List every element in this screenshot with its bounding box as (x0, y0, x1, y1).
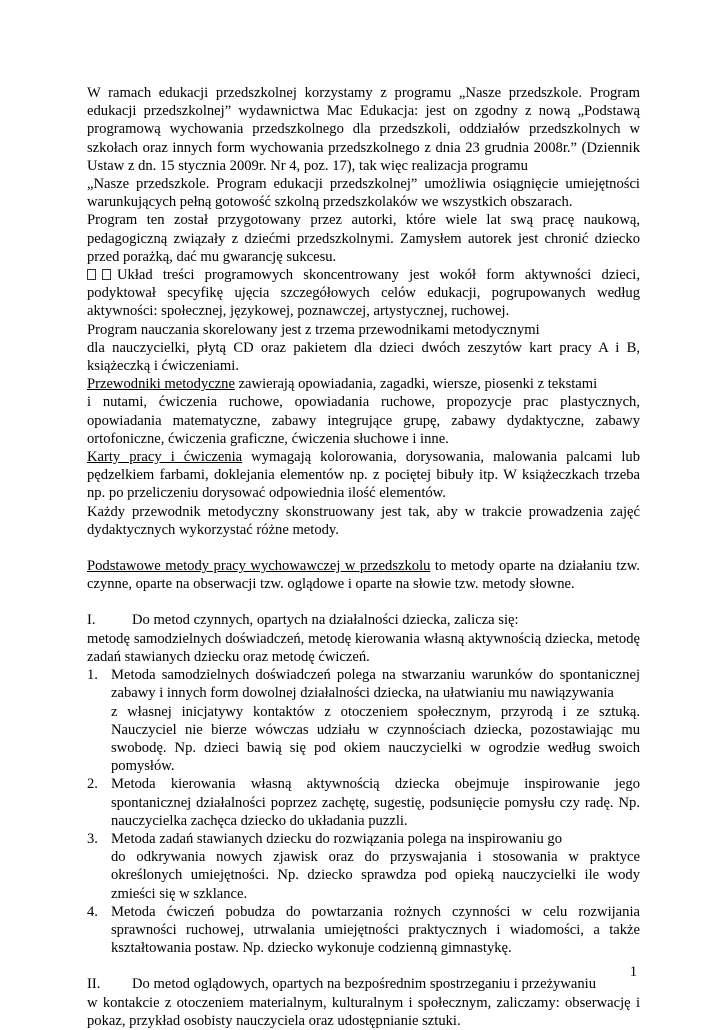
paragraph-content-layout-text: Układ treści programowych skoncentrowany jest wokół form aktywności dzieci, podyktował specyfikę ujęcia szczegółowych celów edukacji, pogrupowanych według aktywności: społecznej, językowej, poznawczej, artystycznej, ruchowej. (87, 267, 640, 320)
paragraph-guide-structure: Każdy przewodnik metodyczny skonstruowany jest tak, aby w trakcie prowadzenia zajęć dydaktycznych wykorzystać różne metody. (87, 503, 640, 538)
paragraph-correlation: Program nauczania skorelowany jest z trzema przewodnikami metodycznymi (87, 321, 540, 338)
document-body (87, 84, 640, 1030)
section-title: Do metod oglądowych, opartych na bezpośrednim spostrzeganiu i przeżywaniu (132, 976, 597, 993)
worksheets-heading: Karty pracy i ćwiczenia (87, 449, 243, 466)
section-heading-observational-methods (87, 975, 640, 993)
list-item-text: Metoda kierowania własną aktywnością dziecka obejmuje inspirowanie jego spontanicznej działalności poprzez zachętę, sugestię, podsunięcie pomysłu czy radę. Np. nauczycielka zachęca dziecko do układania puzzli. (111, 776, 640, 829)
paragraph-guides-contents: i nutami, ćwiczenia ruchowe, opowiadania ruchowe, propozycje prac plastycznych, opowiadania matematyczne, zabawy integrujące grupę, zabawy dydaktyczne, zabawy ortofoniczne, ćwiczenia graficzne, ćwiczenia słuchowe i inne. (87, 394, 640, 447)
guides-heading: Przewodniki metodyczne (87, 376, 235, 393)
list-item-text: do odkrywania nowych zjawisk oraz do przyswajania i stosowania w praktyce określonych umiejętności. Np. dziecko sprawdza pod opieką nauczycielki ile wody zmieści się w szklance. (111, 849, 640, 902)
active-methods-list (87, 666, 640, 957)
paragraph-program-intro: W ramach edukacji przedszkolnej korzystamy z programu „Nasze przedszkole. Program edukacji przedszkolnej” wydawnictwa Mac Edukacja: jest on zgodny z nową „Podstawą programową wychowania przedszkolnego dla przedszkoli, oddziałów przedszkolnych w szkołach oraz innych form wychowania przedszkolnego z dnia 23 grudnia 2008r.” (Dziennik Ustaw z dn. 15 stycznia 2009r. Nr 4, poz. 17), tak więc realizacja programu (87, 85, 640, 174)
list-item (87, 903, 640, 958)
missing-glyph-icon (87, 269, 96, 280)
paragraph-guides (87, 375, 640, 393)
guides-text: zawierają opowiadania, zagadki, wiersze, piosenki z tekstami (234, 376, 598, 393)
list-item (87, 830, 640, 903)
list-item (87, 775, 640, 830)
section-heading-active-methods (87, 611, 640, 629)
paragraph-active-methods-list: metodę samodzielnych doświadczeń, metodę kierowania własną aktywnością dziecka, metodę zadań stawianych dziecku oraz metodę ćwiczeń. (87, 630, 640, 665)
paragraph-worksheets (87, 448, 640, 503)
section-title: Do metod czynnych, opartych na działalności dziecka, zalicza się: (132, 612, 519, 629)
list-item-number: 4. (87, 903, 98, 920)
list-item-number: 2. (87, 776, 98, 793)
list-item-number: 3. (87, 830, 98, 847)
section-number: I. (87, 612, 96, 629)
list-item-text: Metoda zadań stawianych dziecku do rozwiązania polega na inspirowaniu go (111, 830, 563, 847)
worksheets-text: wymagają kolorowania, dorysowania, malowania palcami lub pędzelkiem farbami, doklejania elementów np. z pociętej bibuły itp. W książeczkach trzeba np. po przeliczeniu dorysować odpowiednia ilość elementów. (87, 449, 641, 502)
basic-methods-heading: Podstawowe metody pracy wychowawczej w przedszkolu (87, 558, 431, 575)
list-item-number: 1. (87, 667, 98, 684)
paragraph-authors: Program ten został przygotowany przez autorki, które wiele lat swą pracę naukową, pedagogiczną związały z dziećmi przedszkolnymi. Zamysłem autorek jest chronić dziecko przed porażką, dać mu gwarancję sukcesu. (87, 212, 640, 265)
missing-glyph-icon (102, 269, 111, 280)
list-item-text: Metoda samodzielnych doświadczeń polega na stwarzaniu warunków do spontanicznej zabawy i innych form dowolnej działalności dziecka, na ułatwianiu mu nawiązywania (111, 667, 640, 702)
paragraph-basic-methods (87, 557, 640, 593)
paragraph-materials: dla nauczycielki, płytą CD oraz pakietem dla dzieci dwóch zeszytów kart pracy A i B, książeczką i ćwiczeniami. (87, 339, 640, 375)
section-number: II. (87, 976, 101, 993)
list-item-text: Metoda ćwiczeń pobudza do powtarzania rożnych czynności w celu rozwijania sprawności ruchowej, utrwalania umiejętności praktycznych i wiadomości, a także kształtowania postaw. Np. dziecko wykonuje codzienną gimnastykę. (111, 903, 640, 957)
paragraph-observational-methods: w kontakcie z otoczeniem materialnym, kulturalnym i społecznym, zaliczamy: obserwację i pokaz, przykład osobisty nauczyciela oraz udostępnianie sztuki. (87, 994, 640, 1029)
basic-methods-text: to metody oparte na działaniu tzw. czynne, oparte na obserwacji tzw. oglądowe i oparte na słowie tzw. metody słowne. (87, 558, 640, 593)
list-item-text: z własnej inicjatywy kontaktów z otoczeniem społecznym, przyrodą i ze sztuką. Nauczyciel nie bierze wówczas udziału w czynnościach dziecka, pozostawiając mu swobodę. Np. dzieci bawią się pod okiem nauczycielki w ogrodzie według swoich pomysłów. (111, 703, 640, 775)
page-number: 1 (629, 964, 637, 980)
paragraph-content-layout (87, 266, 640, 321)
paragraph-program-goal: „Nasze przedszkole. Program edukacji przedszkolnej” umożliwia osiągnięcie umiejętności warunkujących pełną gotowość szkolną przedszkolaków we wszystkich obszarach. (87, 176, 640, 211)
list-item (87, 666, 640, 775)
